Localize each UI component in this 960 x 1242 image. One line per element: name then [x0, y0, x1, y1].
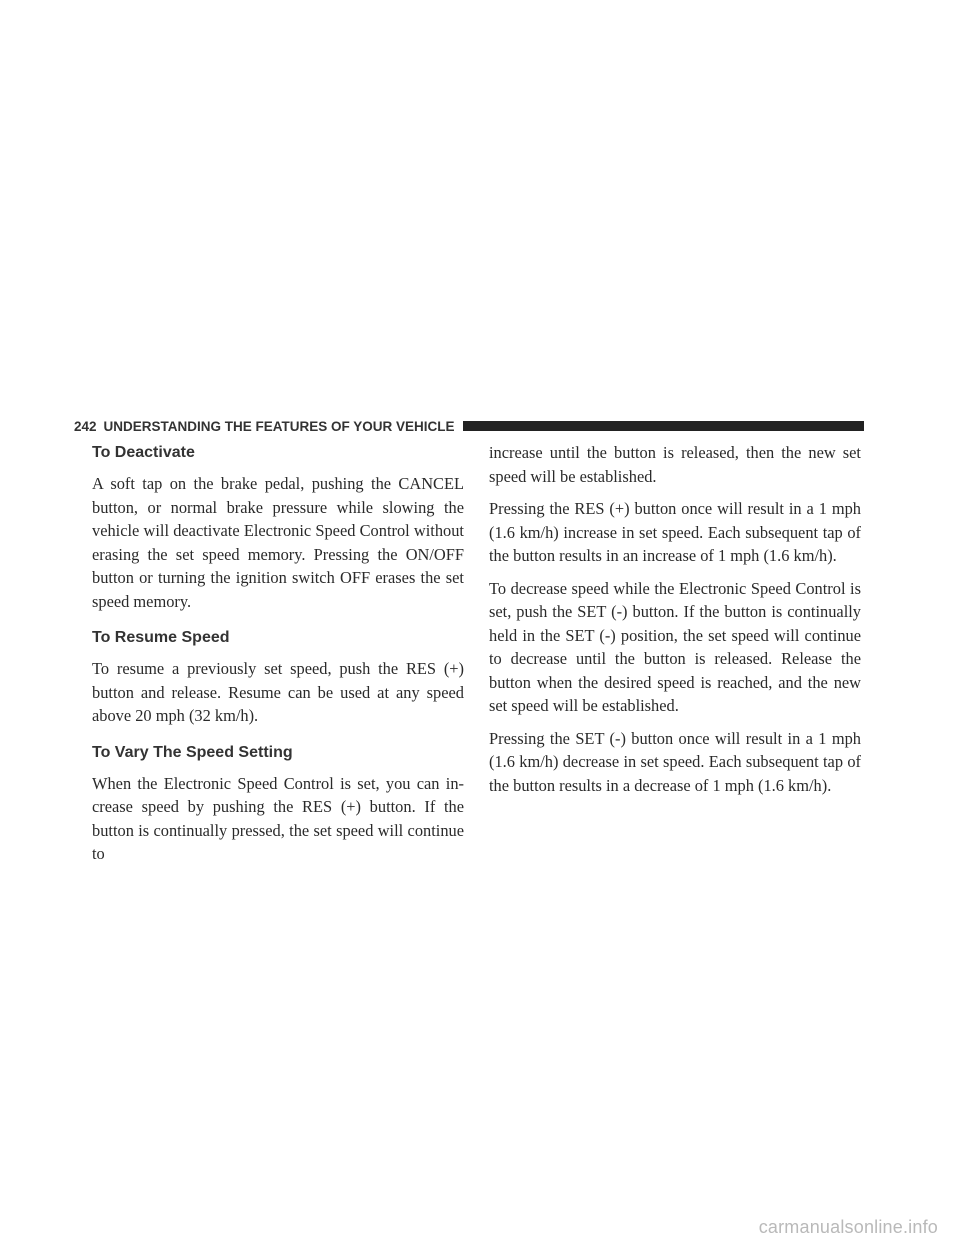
resume-paragraph: To resume a previously set speed, push the RES (+) button and release. Resume can be used at any speed above 20 mph (32 km/h). — [92, 659, 464, 725]
res-tap-paragraph: Pressing the RES (+) button once will result in a 1 mph (1.6 km/h) increase in set speed. Each subsequent tap of the button results in an increase of 1 mph (1.6 km/h). — [489, 499, 861, 565]
page-number: 242 — [74, 418, 97, 434]
right-column — [489, 441, 861, 806]
watermark: carmanualsonline.info — [758, 1217, 938, 1237]
vary-paragraph: When the Electronic Speed Control is set, you can in-crease speed by pushing the RES (+) button. If the button is continually pressed, the set speed will continue to — [92, 773, 464, 863]
deactivate-heading: To Deactivate — [92, 444, 195, 461]
vary-heading: To Vary The Speed Setting — [92, 743, 293, 761]
header-rule — [463, 421, 864, 431]
continued-paragraph: increase until the button is released, then the new set speed will be established. — [489, 443, 861, 486]
resume-heading: To Resume Speed — [92, 629, 230, 646]
page-header — [74, 417, 864, 435]
left-column — [92, 440, 464, 874]
set-tap-paragraph: Pressing the SET (-) button once will result in a 1 mph (1.6 km/h) decrease in set speed. Each subsequent tap of the button results in a decrease of 1 mph (1.6 km/h). — [489, 728, 861, 795]
decrease-paragraph: To decrease speed while the Electronic Speed Control is set, push the SET (-) button. If the button is continually held in the SET (-) position, the set speed will continue to decrease until the button is released. Release the button when the desired speed is reached, and the new set speed will be established. — [489, 578, 861, 715]
deactivate-paragraph: A soft tap on the brake pedal, pushing the CANCEL button, or normal brake pressure while slowing the vehicle will deactivate Electronic Speed Control without erasing the set speed memory. Pressing the ON/OFF button or turning the ignition switch OFF erases the set speed memory. — [92, 474, 464, 611]
running-head: UNDERSTANDING THE FEATURES OF YOUR VEHICLE — [103, 418, 455, 434]
